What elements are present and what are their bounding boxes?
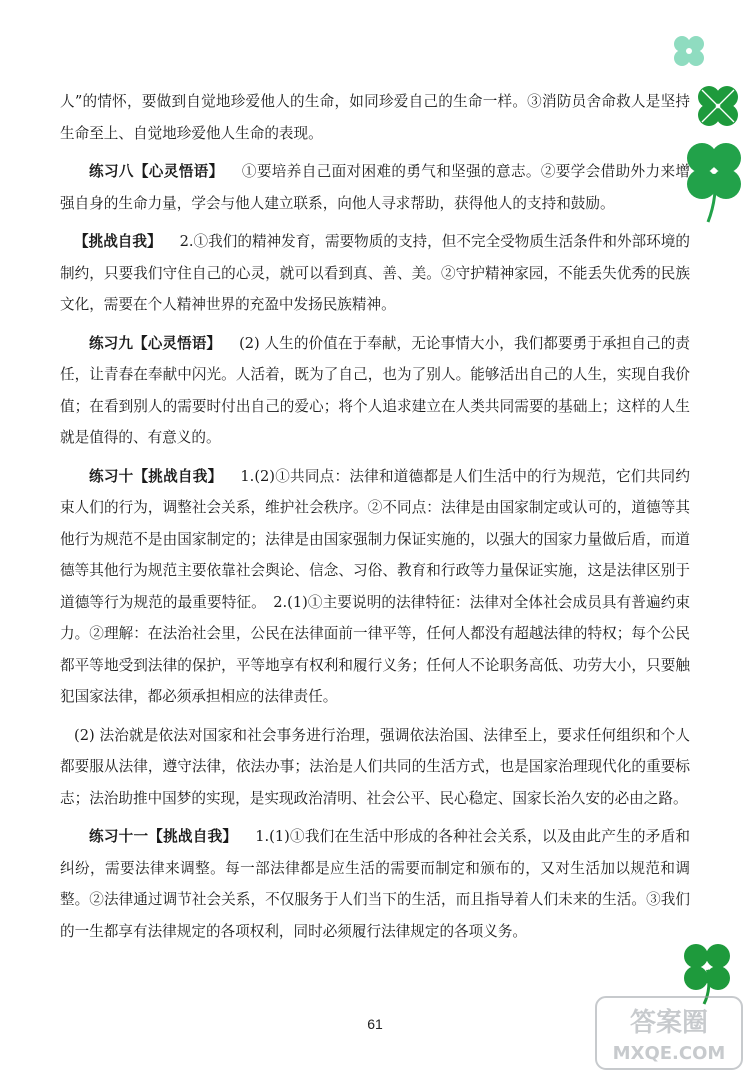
exercise-heading: 【挑战自我】: [74, 233, 162, 250]
page-number: 61: [367, 1016, 383, 1032]
site-watermark-logo: [594, 993, 744, 1073]
paragraph-exercise-9: [60, 328, 690, 454]
paragraph-exercise-8: [60, 156, 690, 219]
exercise-heading: 练习十【挑战自我】: [89, 467, 223, 485]
exercise-heading: 练习十一【挑战自我】: [89, 828, 238, 845]
paragraph-text: 1.(2)①共同点：法律和道德都是人们生活中的行为规范，它们共同约束人们的行为，调整社会关系，维护社会秩序。②不同点：法律是由国家制定或认可的，道德等其他行为规范不是由国家制定的；法律是由国家强制力保证实施的，以强大的国家力量做后盾，而道德等其他行为规范主要依靠社会舆论、信念、习俗、教育和行政等力量保证实施，这是法律区别于道德等行为规范的最重要特征。 2.(1)①主要说明的法律特征：法律对全体社会成员具有普遍约束力。②理解：在法治社会里，公民在法律面前一律平等，任何人都没有超越法律的特权；每个公民都平等地受到法律的保护，平等地享有权利和履行义务；任何人不论职务高低、功劳大小，只要触犯国家法律，都必须承担相应的法律责任。: [60, 467, 690, 705]
paragraph-text: (2) 法治就是依法对国家和社会事务进行治理，强调依法治国、法律至上，要求任何组织和个人都要服从法律，遵守法律，依法办事；法治是人们共同的生活方式，也是国家治理现代化的重要标志；法治助推中国梦的实现，是实现政治清明、社会公平、民心稳定、国家长治久安的必由之路。: [60, 726, 690, 807]
paragraph-text: 1.(1)①我们在生活中形成的各种社会关系，以及由此产生的矛盾和纠纷，需要法律来调整。每一部法律都是应生活的需要而制定和颁布的，又对生活加以规范和调整。②法律通过调节社会关系，不仅服务于人们当下的生活，而且指导着人们未来的生活。③我们的一生都享有法律规定的各项权利，同时必须履行法律规定的各项义务。: [60, 828, 690, 940]
paragraph-challenge: [60, 226, 690, 321]
paragraph-text: ①要培养自己面对困难的勇气和坚强的意志。②要学会借助外力来增强自身的生命力量，学会与他人建立联系，向他人寻求帮助，获得他人的支持和鼓励。: [60, 163, 690, 212]
answer-text-block: [60, 86, 690, 954]
paragraph-exercise-10: [60, 461, 690, 713]
clover-small-icon: [668, 30, 710, 72]
paragraph-text: (2) 人生的价值在于奉献，无论事情大小，我们都要勇于承担自己的责任，让青春在奉献中闪光。人活着，既为了自己，也为了别人。能够活出自己的人生，实现自我价值；在看到别人的需要时付出自己的爱心；将个人追求建立在人类共同需要的基础上；这样的人生就是值得的、有意义的。: [60, 334, 690, 446]
paragraph-continuation: [60, 86, 690, 149]
exercise-heading: 练习八【心灵悟语】: [89, 163, 224, 180]
svg-text:MXQE.COM: MXQE.COM: [612, 1043, 726, 1064]
exercise-heading: 练习九【心灵悟语】: [89, 334, 222, 352]
clover-medium-icon: [690, 78, 746, 134]
paragraph-text: 人”的情怀，要做到自觉地珍爱他人的生命，如同珍爱自己的生命一样。③消防员舍命救人是坚持生命至上、自觉地珍爱他人生命的表现。: [60, 93, 690, 142]
paragraph-rule-of-law: [60, 720, 690, 815]
svg-text:答案圈: 答案圈: [629, 1008, 709, 1038]
paragraph-text: 2.①我们的精神发育，需要物质的支持，但不完全受物质生活条件和外部环境的制约，只要我们守住自己的心灵，就可以看到真、善、美。②守护精神家园，不能丢失优秀的民族文化，需要在个人精神世界的充盈中发扬民族精神。: [60, 233, 690, 313]
paragraph-exercise-11: [60, 821, 690, 947]
